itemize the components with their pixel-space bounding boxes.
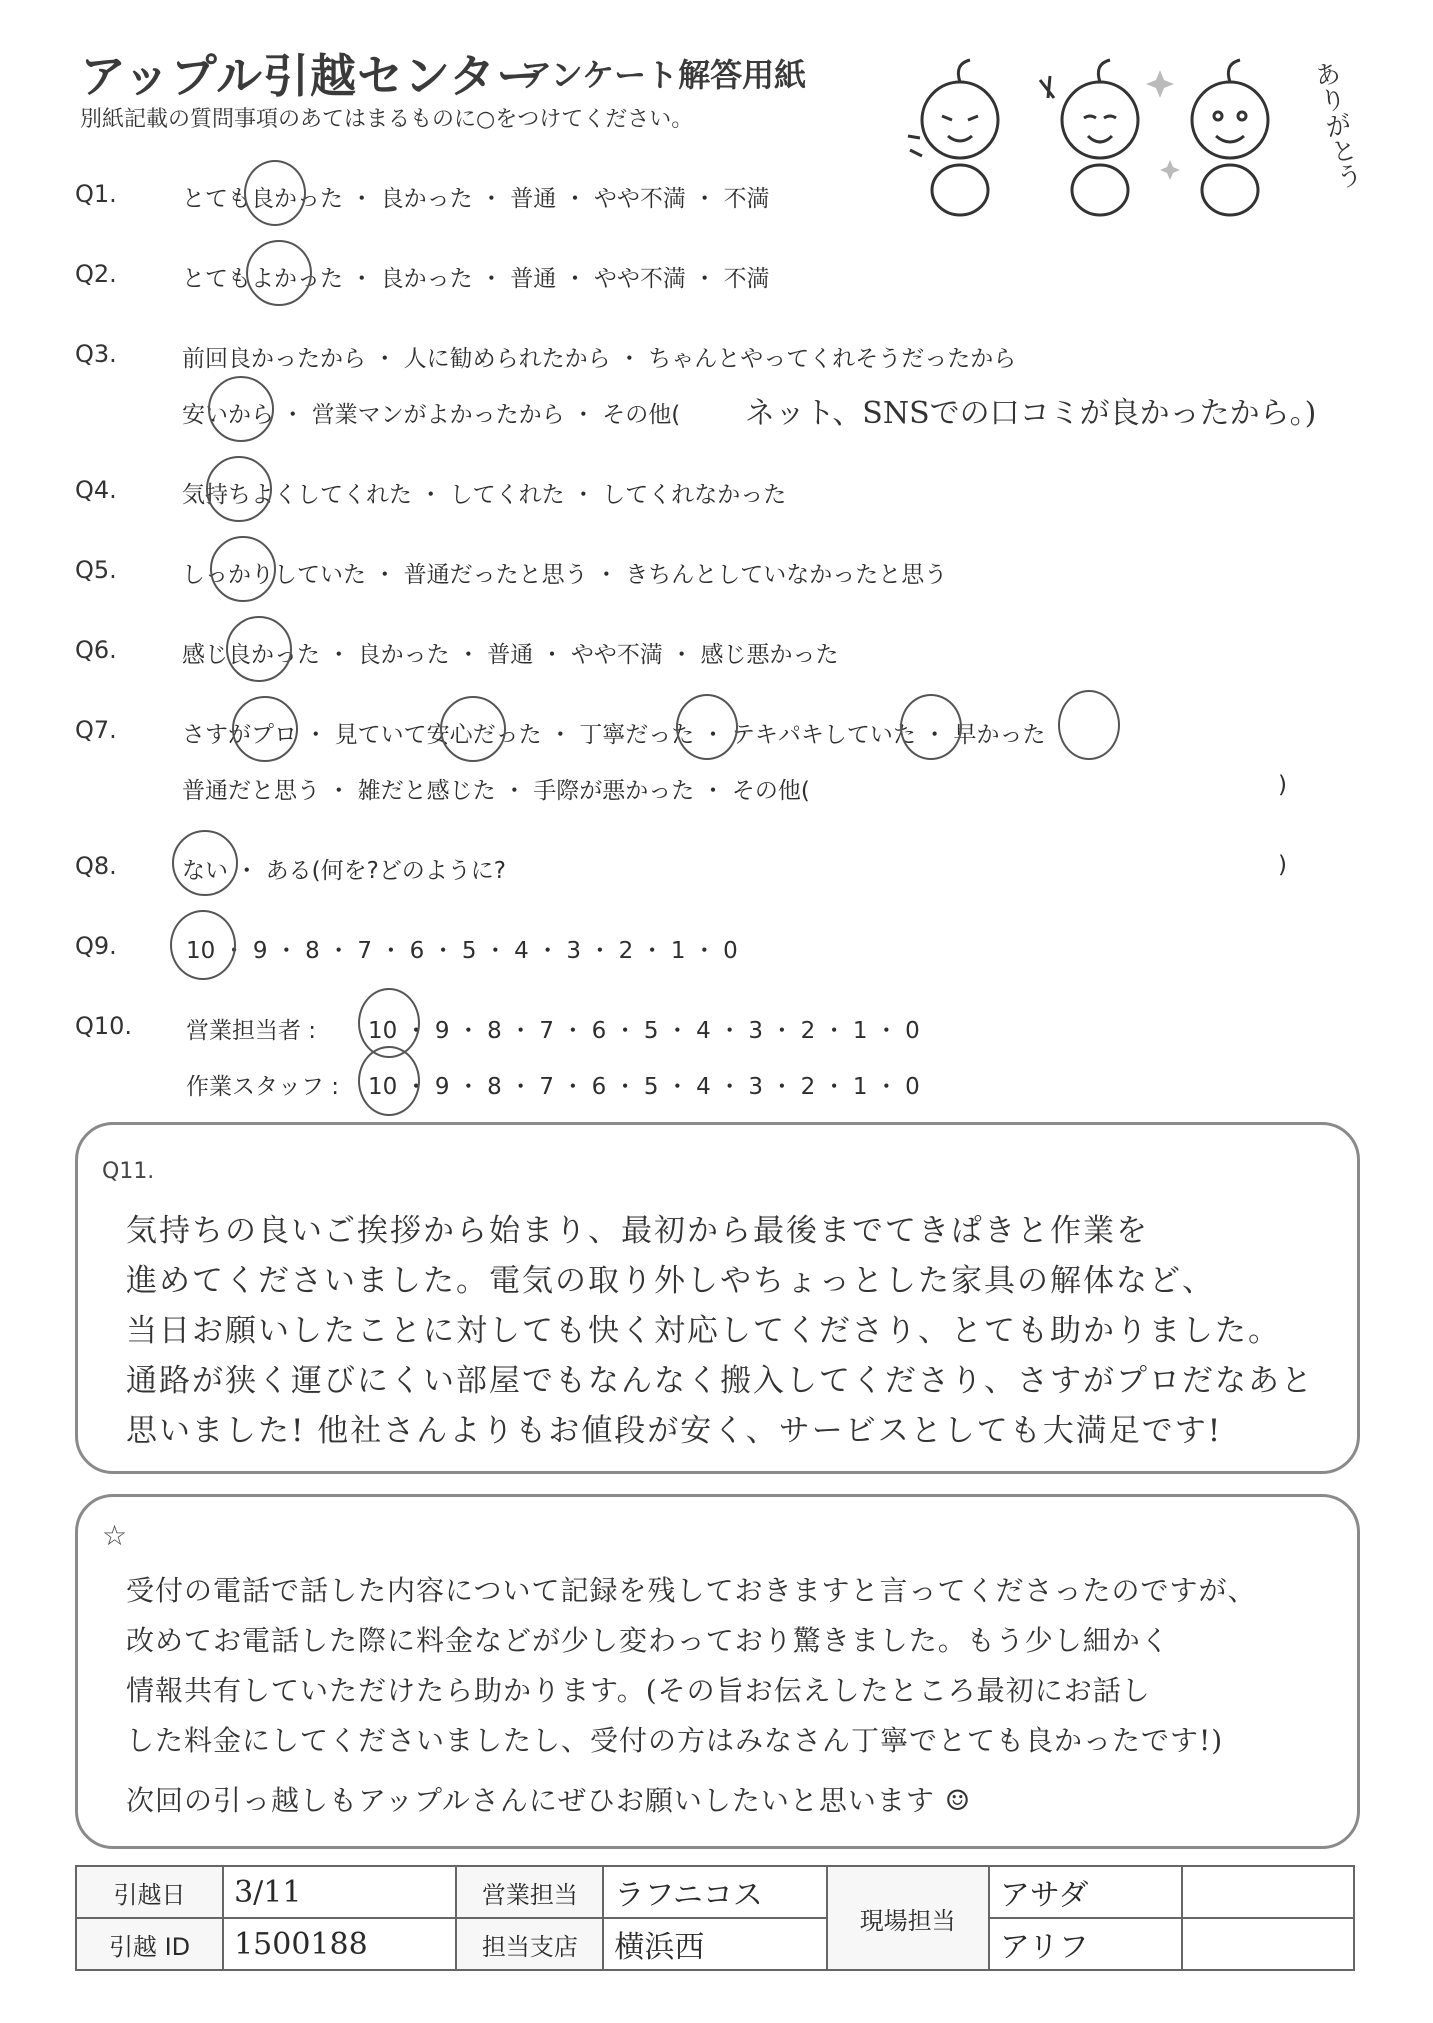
question-options: 気持ちよくしてくれた ・ してくれた ・ してくれなかった bbox=[182, 482, 787, 508]
empty-cell bbox=[1182, 1866, 1354, 1918]
question-options: 10 ・ 9 ・ 8 ・ 7 ・ 6 ・ 5 ・ 4 ・ 3 ・ 2 ・ 1 ・ 0 bbox=[368, 1074, 920, 1100]
move-date-value: 3/11 bbox=[223, 1866, 456, 1918]
question-label: Q2. bbox=[75, 260, 117, 288]
question-options: さすがプロ ・ 見ていて安心だった ・ 丁寧だった ・ テキパキしていた ・ 早かった bbox=[182, 722, 1046, 748]
site-label: 現場担当 bbox=[827, 1866, 989, 1970]
move-info-table bbox=[75, 1865, 1355, 1971]
comment-line: した料金にしてくださいましたし、受付の方はみなさん丁寧でとても良かったです!) bbox=[126, 1724, 1224, 1757]
star-icon: ☆ bbox=[102, 1519, 128, 1552]
branch-value: 横浜西 bbox=[603, 1918, 826, 1970]
comment-line: 気持ちの良いご挨拶から始まり、最初から最後までてきぱきと作業を bbox=[126, 1213, 1149, 1249]
move-id-label: 引越 ID bbox=[76, 1918, 223, 1970]
empty-cell bbox=[1182, 1918, 1354, 1970]
answer-circle bbox=[210, 536, 276, 602]
answer-circle bbox=[1058, 690, 1120, 760]
instruction-text: 別紙記載の質問事項のあてはまるものに○をつけてください。 bbox=[80, 107, 694, 132]
question-label: Q6. bbox=[75, 636, 117, 664]
answer-circle bbox=[232, 696, 298, 762]
move-id-value: 1500188 bbox=[223, 1918, 456, 1970]
mascot-caption: ありがとう bbox=[1307, 58, 1365, 192]
question-label: Q9. bbox=[75, 932, 117, 960]
question-label: Q8. bbox=[75, 852, 117, 880]
answer-circle bbox=[206, 456, 272, 522]
q11-label: Q11. bbox=[102, 1159, 155, 1184]
comment-line: 次回の引っ越しもアップルさんにぜひお願いしたいと思います ☺ bbox=[126, 1784, 971, 1817]
mascot-illustration bbox=[890, 40, 1340, 220]
handwritten-answer: ネット、SNSでの口コミが良かったから。) bbox=[745, 396, 1317, 431]
question-options: 感じ良かった ・ 良かった ・ 普通 ・ やや不満 ・ 感じ悪かった bbox=[182, 642, 839, 668]
comment-line: 情報共有していただけたら助かります。(その旨お伝えしたところ最初にお話し bbox=[126, 1674, 1151, 1707]
paren-close: ) bbox=[1278, 772, 1287, 798]
branch-label: 担当支店 bbox=[456, 1918, 603, 1970]
question-options: 安いから ・ 営業マンがよかったから ・ その他( bbox=[182, 402, 681, 428]
comment-line: 改めてお電話した際に料金などが少し変わっており驚きました。もう少し細かく bbox=[126, 1624, 1170, 1657]
answer-circle bbox=[246, 240, 312, 306]
comment-line: 通路が狭く運びにくい部屋でもなんなく搬入してくださり、さすがプロだなあと bbox=[126, 1363, 1314, 1399]
comment-line: 受付の電話で話した内容について記録を残しておきますと言ってくださったのですが、 bbox=[126, 1574, 1257, 1607]
answer-circle bbox=[676, 694, 738, 760]
comment-line: 当日お願いしたことに対しても快く対応してくださり、とても助かりました。 bbox=[126, 1313, 1281, 1349]
q11-comment-box bbox=[75, 1122, 1360, 1474]
answer-circle bbox=[358, 1046, 420, 1116]
answer-circle bbox=[900, 694, 962, 760]
question-label: Q7. bbox=[75, 716, 117, 744]
answer-circle bbox=[226, 616, 292, 682]
site-staff-1: アサダ bbox=[989, 1866, 1182, 1918]
move-date-label: 引越日 bbox=[76, 1866, 223, 1918]
question-label: Q5. bbox=[75, 556, 117, 584]
answer-circle bbox=[172, 830, 238, 896]
page-subtitle: アンケート解答用紙 bbox=[520, 56, 807, 94]
answer-circle bbox=[440, 696, 506, 762]
answer-circle bbox=[208, 376, 274, 442]
question-label: Q3. bbox=[75, 340, 117, 368]
sub-label: 営業担当者 : bbox=[186, 1018, 317, 1044]
question-label: Q10. bbox=[75, 1012, 133, 1040]
question-options: ない ・ ある(何を?どのように? bbox=[182, 858, 507, 884]
question-options: 普通だと思う ・ 雑だと感じた ・ 手際が悪かった ・ その他( bbox=[182, 778, 810, 804]
paren-close: ) bbox=[1278, 852, 1287, 878]
comment-line: 進めてくださいました。電気の取り外しやちょっとした家具の解体など、 bbox=[126, 1263, 1215, 1299]
comment-line: 思いました! 他社さんよりもお値段が安く、サービスとしても大満足です! bbox=[126, 1413, 1223, 1449]
answer-circle bbox=[244, 160, 306, 226]
answer-circle bbox=[170, 910, 236, 980]
site-staff-2: アリフ bbox=[989, 1918, 1182, 1970]
sales-value: ラフニコス bbox=[603, 1866, 826, 1918]
sub-label: 作業スタッフ : bbox=[186, 1074, 340, 1100]
question-options: とても良かった ・ 良かった ・ 普通 ・ やや不満 ・ 不満 bbox=[182, 186, 770, 212]
question-options: とてもよかった ・ 良かった ・ 普通 ・ やや不満 ・ 不満 bbox=[182, 266, 770, 292]
question-options: 前回良かったから ・ 人に勧められたから ・ ちゃんとやってくれそうだったから bbox=[182, 346, 1017, 372]
sales-label: 営業担当 bbox=[456, 1866, 603, 1918]
question-label: Q1. bbox=[75, 180, 117, 208]
additional-comment-box bbox=[75, 1494, 1360, 1849]
page-title: アップル引越センター bbox=[80, 49, 544, 103]
question-options: しっかりしていた ・ 普通だったと思う ・ きちんとしていなかったと思う bbox=[182, 562, 948, 588]
question-label: Q4. bbox=[75, 476, 117, 504]
question-options: 10 ・ 9 ・ 8 ・ 7 ・ 6 ・ 5 ・ 4 ・ 3 ・ 2 ・ 1 ・ 0 bbox=[368, 1018, 920, 1044]
question-options: 10 ・ 9 ・ 8 ・ 7 ・ 6 ・ 5 ・ 4 ・ 3 ・ 2 ・ 1 ・ 0 bbox=[186, 938, 738, 964]
